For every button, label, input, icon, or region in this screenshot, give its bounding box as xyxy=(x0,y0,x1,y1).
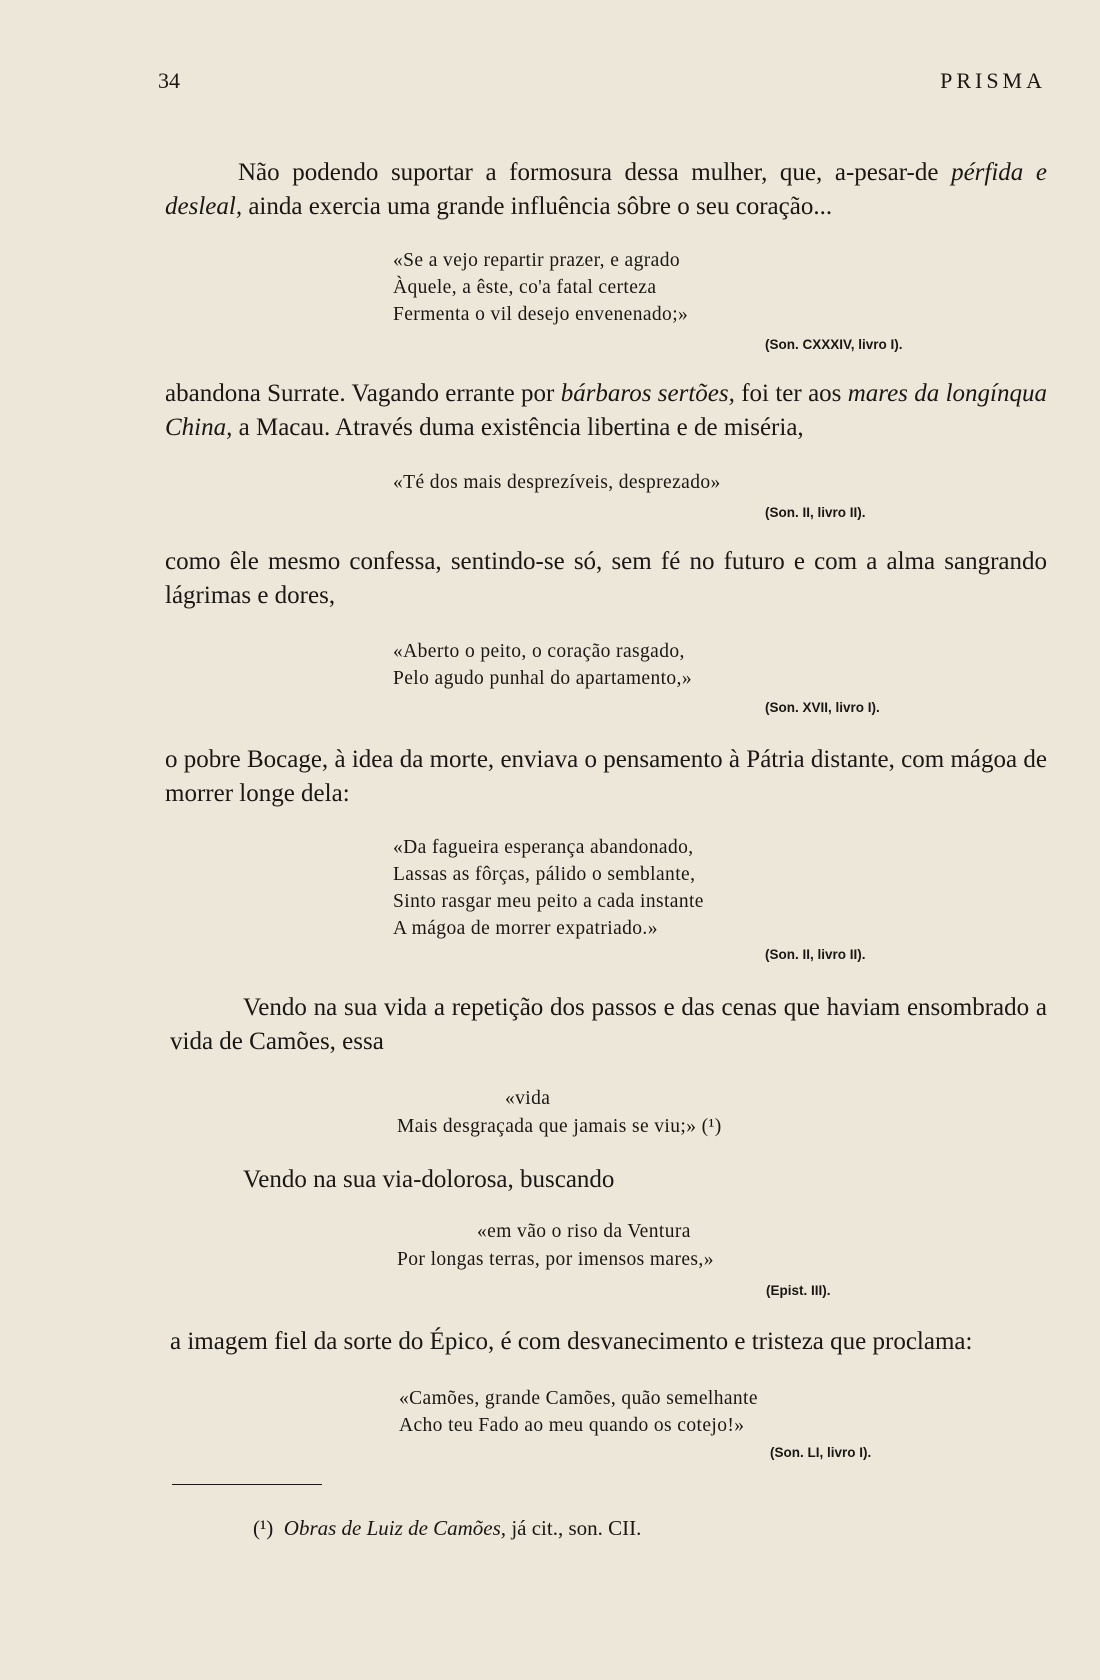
verse-line: Àquele, a êste, co'a fatal certeza xyxy=(393,277,657,298)
paragraph-1-text-a: Não podendo suportar a formosura dessa mulher, que, a-pesar-de xyxy=(238,159,952,186)
verse-line: «Da fagueira esperança abandonado, xyxy=(393,837,694,858)
paragraph-7: a imagem fiel da sorte do Épico, é com desvanecimento e tristeza que proclama: xyxy=(170,1328,973,1355)
citation-1: (Son. CXXXIV, livro I). xyxy=(765,337,903,352)
verse-quote-5-line-2: Mais desgraçada que jamais se viu;» (¹) xyxy=(397,1116,722,1137)
paragraph-4: o pobre Bocage, à idea da morte, enviava o pensamento à Pátria distante, com mágoa de morrer longe dela: xyxy=(165,746,1047,807)
footnote-marker: (¹) xyxy=(253,1516,274,1540)
verse-line: «Se a vejo repartir prazer, e agrado xyxy=(393,250,681,271)
paragraph-6-text: Vendo na sua via-dolorosa, buscando xyxy=(243,1166,615,1193)
page-number: 34 xyxy=(158,68,180,93)
verse-quote-6-line-2: Por longas terras, por imensos mares,» xyxy=(397,1249,714,1270)
citation-6: (Epist. III). xyxy=(766,1283,831,1298)
footnote-text: já cit., son. CII. xyxy=(506,1516,642,1540)
paragraph-2-text-c: foi ter aos xyxy=(734,380,848,407)
paragraph-1 xyxy=(165,156,1047,224)
paragraph-2-text-e: a Macau. Através duma existência libertina e de miséria, xyxy=(232,414,804,441)
verse-line: Acho teu Fado ao meu quando os cotejo!» xyxy=(399,1415,745,1436)
page-header xyxy=(158,68,1046,98)
verse-line: «Aberto o peito, o coração rasgado, xyxy=(393,641,685,662)
verse-quote-5-line-1: «vida xyxy=(505,1088,551,1109)
footnote-italic: Obras de Luiz de Camões, xyxy=(283,1516,507,1540)
verse-line: Fermenta o vil desejo envenenado;» xyxy=(393,304,689,325)
paragraph-2-text-a: abandona Surrate. Vagando errante por xyxy=(165,380,561,407)
citation-4: (Son. II, livro II). xyxy=(765,947,866,962)
verse-line: «Té dos mais desprezíveis, desprezado» xyxy=(393,472,721,493)
paragraph-1-text-c: ainda exercia uma grande influência sôbre o seu coração... xyxy=(242,193,833,220)
footnote-rule xyxy=(172,1484,322,1485)
verse-quote-4 xyxy=(393,834,704,942)
footnote xyxy=(253,1516,641,1541)
paragraph-5-text: Vendo na sua vida a repetição dos passos e das cenas que haviam ensombrado a vida de Camões, essa xyxy=(170,994,1047,1055)
verse-quote-6-line-1: «em vão o riso da Ventura xyxy=(477,1221,691,1242)
verse-quote-1 xyxy=(393,247,688,328)
paragraph-3: como êle mesmo confessa, sentindo-se só, sem fé no futuro e com a alma sangrando lágrimas e dores, xyxy=(165,548,1047,609)
verse-line: Sinto rasgar meu peito a cada instante xyxy=(393,891,704,912)
verse-line: Pelo agudo punhal do apartamento,» xyxy=(393,668,692,689)
paragraph-1-italic: pérfida e desleal, xyxy=(165,159,1047,220)
verse-quote-3 xyxy=(393,638,692,692)
citation-7: (Son. LI, livro I). xyxy=(770,1445,872,1460)
verse-line: «Camões, grande Camões, quão semelhante xyxy=(399,1388,758,1409)
paragraph-2 xyxy=(165,377,1047,445)
verse-quote-2 xyxy=(393,469,721,496)
citation-3: (Son. XVII, livro I). xyxy=(765,700,880,715)
paragraph-2-italic-d: mares da longínqua China, xyxy=(165,380,1047,441)
verse-quote-7 xyxy=(399,1385,758,1439)
verse-line: A mágoa de morrer expatriado.» xyxy=(393,918,658,939)
verse-line: Lassas as fôrças, pálido o semblante, xyxy=(393,864,696,885)
paragraph-6 xyxy=(170,1163,1047,1197)
citation-2: (Son. II, livro II). xyxy=(765,505,866,520)
running-title: PRISMA xyxy=(940,68,1046,93)
paragraph-2-italic-b: bárbaros sertões, xyxy=(560,380,735,407)
paragraph-5 xyxy=(170,991,1047,1059)
